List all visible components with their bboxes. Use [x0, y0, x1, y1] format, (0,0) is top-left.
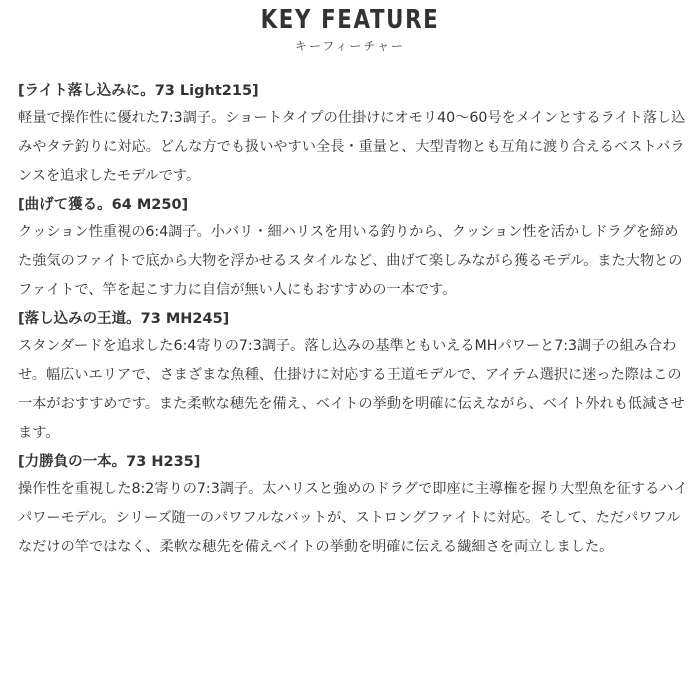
- feature-heading: [力勝負の一本。73 H235]: [18, 454, 201, 470]
- header: [0, 4, 700, 54]
- feature-description: 操作性を重視した8:2寄りの7:3調子。太ハリスと強めのドラグで即座に主導権を握り大型魚を征するハイパワーモデル。シリーズ随一のパワフルなバットが、ストロングファイトに対応。そして、ただパワフルなだけの竿ではなく、柔軟な穂先を備えベイトの挙動を明確に伝える繊細さを両立しました。: [18, 481, 688, 555]
- feature-heading: [曲げて獲る。64 M250]: [18, 197, 189, 213]
- feature-description: クッション性重視の6:4調子。小バリ・細ハリスを用いる釣りから、クッション性を活かしドラグを締めた強気のファイトで底から大物を浮かせるスタイルなど、曲げて楽しみながら獲るモデル。また大物とのファイトで、竿を起こす力に自信が無い人にもおすすめの一本です。: [18, 224, 683, 298]
- feature-heading: [ライト落し込みに。73 Light215]: [18, 83, 259, 99]
- feature-heading: [落し込みの王道。73 MH245]: [18, 311, 230, 327]
- feature-mh245: [18, 308, 692, 448]
- page-title: KEY FEATURE: [260, 5, 440, 35]
- feature-description: スタンダードを追求した6:4寄りの7:3調子。落し込みの基準ともいえるMHパワーと7:3調子の組み合わせ。幅広いエリアで、さまざまな魚種、仕掛けに対応する王道モデルで、アイテム選択に迷った際はこの一本がおすすめです。また柔軟な穂先を備え、ベイトの挙動を明確に伝えながら、ベイト外れも低減させます。: [18, 338, 685, 441]
- feature-list: [18, 80, 692, 565]
- page-subtitle: キーフィーチャー: [294, 39, 406, 53]
- feature-description: 軽量で操作性に優れた7:3調子。ショートタイプの仕掛けにオモリ40〜60号をメインとするライト落し込みやタテ釣りに対応。どんな方でも扱いやすい全長・重量と、大型青物とも互角に渡り合えるベストバランスを追求したモデルです。: [18, 110, 686, 184]
- feature-m250: [18, 194, 692, 305]
- feature-h235: [18, 451, 692, 562]
- feature-light215: [18, 80, 692, 191]
